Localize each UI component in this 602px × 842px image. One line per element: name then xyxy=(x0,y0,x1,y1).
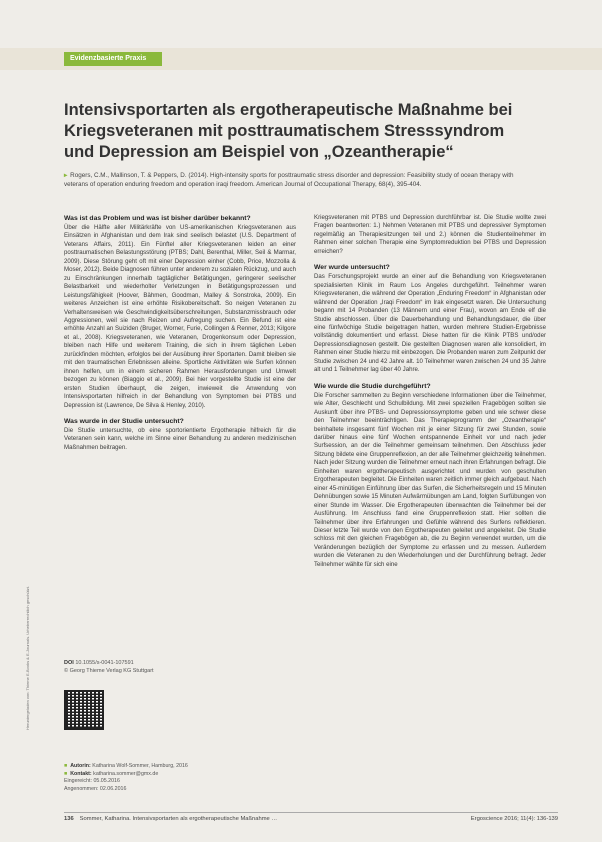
section-heading: Was ist das Problem und was ist bisher darüber bekannt? xyxy=(64,215,251,222)
qr-code-icon xyxy=(64,690,104,730)
footer-journal: Sommer, Katharina. Intensivsportarten als ergotherapeutische Maßnahme … xyxy=(79,816,278,822)
bullet-icon: ■ xyxy=(64,770,68,777)
section-paragraph: Die Studie untersuchte, ob eine sportorientierte Ergotherapie hilfreich für die Veteranen sein kann, welche im Sinne einer Behandlung zu anderen medizinischen Maßnahmen beitragen. xyxy=(64,426,296,451)
contact-label: Kontakt: xyxy=(70,770,92,777)
section-heading: Wer wurde untersucht? xyxy=(314,264,390,272)
article-title: Intensivsportarten als ergotherapeutische Maßnahme bei Kriegsveteranen mit posttraumatischem Stresssyndrom und Depression am Beispiel von „Ozeantherapie“ xyxy=(64,101,513,161)
section-heading: Was wurde in der Studie untersucht? xyxy=(64,417,184,425)
section-paragraph: Über die Hälfte aller Militärkräfte von US-amerikanischen Kriegsveteranen aus Einsätzen in Afghanistan und dem Irak sind seelisch belastet (U.S. Department of Veterans Affairs, 2011). Ein Fünftel aller Kriegsveteranen leiden an einer posttraumatischen Belastungsstörung (PTBS; Dahl, Berenthal, Miller, Seil & Marmar, 2009). Diese Störung geht oft mit einer Depression einher (Cobb, Price, Mozzolla & Moser, 2012). Beide Diagnosen führen unter anderem zu sozialen Rückzug, und auch zu Einschränkungen innerhalb tagtäglicher Betätigungen, geringerer seelischer Belastbarkeit und wiederholter Verletzungen in Betätigungsprozessen und Leistungsfähigkeit (Hoover, Bähmen, Goodman, Malley & Sonstroka, 2009). Ein weiteres Anzeichen ist eine erhöhte Risikobereitschaft. So neigen Veteranen zu Verhaltensweisen wie Geschwindigkeitsüberschreitungen, Substanzmissbrauch oder Aggressionen, weil sie nach Reizen und Aufregung suchen. Ein Befund ist eine erhöhte Anzahl an Suiziden (Bruger, Worner, Furie, Collingen & Renner, 2013; Kilgore et al., 2008). Kriegsveteranen, wie Veteranen, Drogenkonsum oder Depression, bleiben nach Hilfe und weiterem Training, die sich in ihrem täglichen Leben zurückfinden möchten, erfolglos bei der Ausübung ihrer Sportarten. Damit bleiben sie mit den traumatischen Erlebnissen alleine. Sportliche Aktivitäten wie Surfen können ihnen helfen, um in einem sicheren Rahmen Herausforderungen und Umwelt bezogen zu können (Biaggio et al., 2009). Bei hier vorgestellte Studie ist eine der ersten Studien überhaupt, die zeigen, inwieweit die Anwendung von Intensivsportarten hilfreich in der Behandlung von Symptomen bei PTBS und Depression ist (Lawrence, De Silva & Henley, 2010). xyxy=(64,224,296,409)
sidebar-copyright-note: Heruntergeladen von: Thieme E-Books & E-Journals. Urheberrechtlich geschützt. xyxy=(25,586,30,730)
bullet-icon: ■ xyxy=(64,763,68,769)
reference-text: Rogers, C.M., Mallinson, T. & Peppers, D. (2014). High-intensity sports for posttraumatic stress disorder and depression: Feasibility study of ocean therapy with veterans of operation enduring freedom and operation iraqi freedom. American Journal of Occupational Therapy, 68(4), 395-404. xyxy=(64,172,514,188)
author-info xyxy=(64,763,296,793)
accepted-line: Angenommen: 02.06.2016 xyxy=(64,785,127,792)
section-paragraph: Die Forscher sammelten zu Beginn verschiedene Informationen über die Teilnehmer, wie Alter, Geschlecht und Schulbildung. Mit zwei speziellen Fragebögen sollten sie Auskunft über ihre PTBS- und Depressionssymptome geben und wie schwer diese den Teilnehmer beeinträchtigen. Das Therapieprogramm der „Ozeantherapie“ beinhaltete insgesamt fünf Wochen mit je einer Sitzung für zwei Stunden, sowie darüber hinaus eine fünf Wochen entspannende Einheit vor und nach jeder Surfsession, an der die Teilnehmer gemeinsam teilnehmen. Den Abschluss jeder Sitzung bildete eine Gruppenreflexion, an der alle Teilnehmer gleichzeitig teilnehmen. Nach jeder Sitzung wurden die Teilnehmer erneut nach ihren Erfahrungen befragt. Die Einheiten waren ergotherapeutisch ausgerichtet und wurden von geschulten Ergotherapeuten begleitet. Die Einheiten waren zeitlich immer gleich aufgebaut. Nach einer 45-minütigen Einführung über das Surfen, die Sicherheitsregeln und 15 Minuten Dehnübungen sowie 15 Minuten Aufwärmübungen am Land, folgten Surfübungen von einer Stunde im Wasser. Die Ergotherapeuten überwachten die Teilnehmer bei der Ausführung. Im Anschluss fand eine Gruppenreflexion statt. Hier sollten die Teilnehmer über ihre Erfahrungen und Gefühle während des Surfens reflektieren. Dieser letzte Teil wurde von den Ergotherapeuten geleitet und angeleitet. Die Studie schloss mit den gleichen Fragebögen ab, die zu Beginn verwendet wurden, um die Veränderungen bezüglich der Symptome zu erfassen und zu messen. Außerdem wurden die Veteranen zu den Wiederholungen und der Durchführung befragt. Jeder Teilnehmer wählte für sich eine xyxy=(314,391,546,568)
doi-value[interactable]: 10.1055/s-0041-107591 xyxy=(75,660,134,666)
arrow-icon: ▸ xyxy=(64,172,68,179)
footer-divider xyxy=(64,812,558,813)
contact-value[interactable]: katharina.sommer@gmx.de xyxy=(93,770,159,777)
reference xyxy=(64,171,524,189)
footer-citation: Ergoscience 2016; 11(4): 136-139 xyxy=(470,816,558,822)
footer-left xyxy=(64,816,277,822)
author-label: Autorin: xyxy=(70,763,91,769)
author-line xyxy=(64,763,296,771)
author-value: Katharina Wolf-Sommer, Hamburg, 2016 xyxy=(92,763,188,769)
section-heading: Wie wurde die Studie durchgeführt? xyxy=(314,382,431,390)
left-column xyxy=(64,214,296,459)
doi-label: DOI xyxy=(64,660,74,666)
right-column xyxy=(314,214,546,576)
doi-box xyxy=(64,660,296,675)
submitted-line: Eingereicht: 05.05.2016 xyxy=(64,778,120,785)
doi-publisher: © Georg Thieme Verlag KG Stuttgart xyxy=(64,667,154,674)
section-paragraph: Das Forschungsprojekt wurde an einer auf die Behandlung von Kriegsveteranen spezialisierten Klinik im Raum Los Angeles durchgeführt. Teilnehmer waren Kriegsveteranen, die während der Operation „Enduring Freedom“ in Afghanistan oder während der Operation „Iraqi Freedom“ im Irak eingesetzt waren. Die Untersuchung begann mit 14 Probanden (13 Männern und einer Frau), wovon am Ende elf die Studie abschlossen. Über die Dauerbehandlung und Behandlungsdauer, die über eine fünfwöchige Studie beigetragen hatten, wurden mehrere Studien-Ergebnisse vollständig dokumentiert und erfasst. Diese hatten für die Klinik PTBS und/oder Depressionsdiagnosen gestellt. Die gestellten Diagnosen waren alle konsolidiert, im Rahmen einer Studie hierzu mit einbezogen. Die Probanden waren zum Zeitpunkt der Studie zwischen 24 und 42 Jahre alt. 10 Teilnehmer waren zwischen 24 und 35 Jahre alt und 1 Teilnehmer lag über 40 Jahre. xyxy=(314,273,546,374)
page-number: 136 xyxy=(64,816,74,822)
section-paragraph: Kriegsveteranen mit PTBS und Depression durchführbar ist. Die Studie wollte zwei Fragen beantworten: 1.) Nehmen Veteranen mit PTBS und depressiver Symptomen regelmäßig an Therapiesitzungen teil und 2.) können die Studienteilnehmer im Rahmen einer solchen Therapie eine Symptomreduktion bei PTBS und Depression erreichen? xyxy=(314,214,546,255)
contact-line xyxy=(64,771,296,779)
section-tag: Evidenzbasierte Praxis xyxy=(64,52,162,66)
